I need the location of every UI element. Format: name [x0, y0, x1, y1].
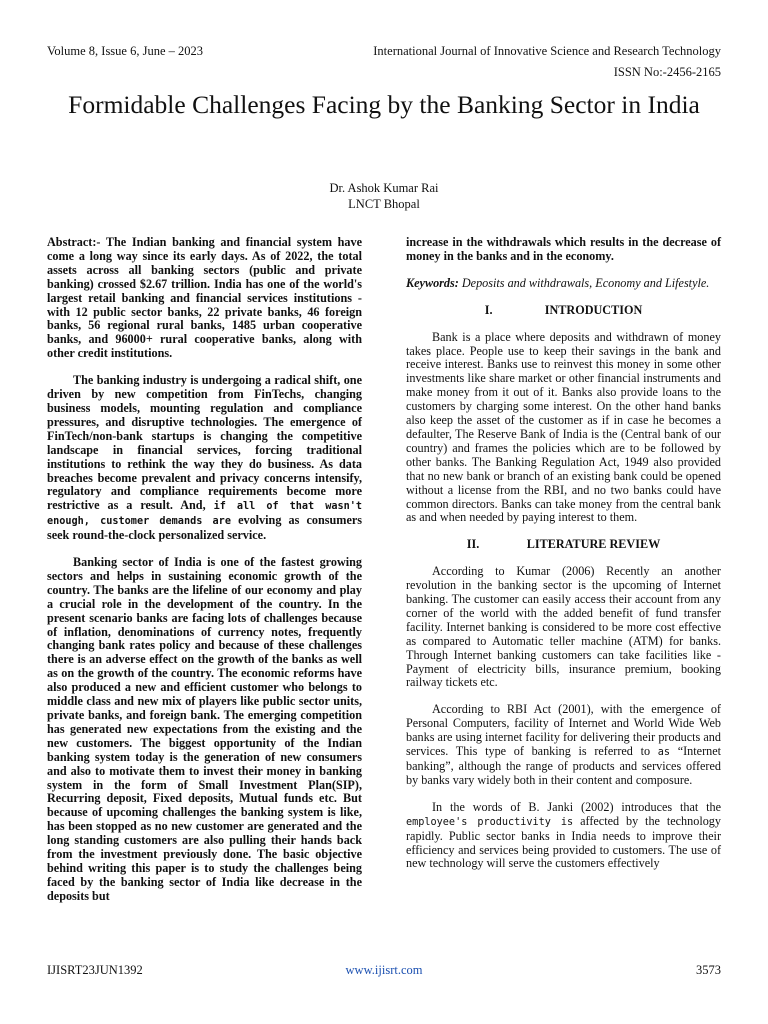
- author-block: [0, 180, 768, 212]
- lit-p2-text-b: “Internet banking”, although the range of products and services offered by banks vary widely both in their content and composure.: [406, 744, 722, 787]
- lit-p3-text-b: affected by the technology rapidly. Public sector banks in India needs to improve their efficiency and services being provided to customers. The use of new technology will serve the customers effectively: [406, 813, 721, 871]
- keywords-label: Keywords:: [406, 275, 459, 290]
- abstract-continuation: increase in the withdrawals which results in the decrease of money in the banks and in the economy.: [406, 235, 721, 263]
- author-name: Dr. Ashok Kumar Rai: [329, 181, 439, 195]
- literature-paragraph-1: According to Kumar (2006) Recently an another revolution in the banking sector is the upcoming of Internet banking. The customer can easily access their account from any corner of the world with the added benefit of fund transfer facility. Internet banking is considered to be more cost effective as compared to Automatic teller machine (ATM) for banks. Through Internet banking customers can take facilities like - Payment of electricity bills, insurance premium, booking railway tickets etc.: [406, 564, 721, 690]
- paper-id: IJISRT23JUN1392: [47, 963, 143, 977]
- paper-title: Formidable Challenges Facing by the Banking Sector in India: [68, 90, 700, 119]
- right-column: [406, 236, 721, 884]
- abstract-p2-text-a: The banking industry is undergoing a radical shift, one driven by new competition from FinTechs, changing business models, mounting regulation and compliance pressures, and disruptive technologies. The emergence of FinTech/non-bank startups is changing the competitive landscape in financial services, forcing traditional institutions to rethink the way they do business. As data breaches become prevalent and privacy concerns intensify, regulatory and compliance requirements become more restrictive as a result. And,: [47, 373, 362, 513]
- abstract-paragraph-2: [47, 374, 362, 543]
- keywords-text: Deposits and withdrawals, Economy and Lifestyle.: [458, 275, 710, 290]
- section-title: LITERATURE REVIEW: [526, 537, 661, 552]
- literature-paragraph-2: [406, 703, 721, 787]
- author-affiliation: LNCT Bhopal: [348, 197, 420, 211]
- issn-number: ISSN No:-2456-2165: [613, 65, 721, 79]
- lit-p2-mono: as: [657, 747, 671, 759]
- section-heading-introduction: [406, 304, 721, 318]
- section-number: I.: [484, 302, 493, 317]
- abstract-paragraph: Abstract:- The Indian banking and financial system have come a long way since its early days. As of 2022, the total assets across all banking sectors (public and private banking) crossed $2.67 trillion. India has one of the world's largest retail banking and financial services institutions - with 12 public sector banks, 22 private banks, 46 foreign banks, 56 regional rural banks, 1485 urban cooperative banks, and 96000+ rural cooperative banks, along with other credit institutions.: [47, 235, 362, 361]
- section-number: II.: [466, 537, 480, 552]
- section-heading-literature-review: [406, 538, 721, 552]
- literature-paragraph-3: [406, 801, 721, 872]
- journal-name: International Journal of Innovative Science and Research Technology: [373, 44, 721, 58]
- introduction-paragraph: Bank is a place where deposits and withdrawn of money takes place. People use to keep their savings in the bank and receive interest. Banks use to reinvest this money in some other investments like share market or other financial instruments and make money from it out of it. Banks also provide loans to the customers by charging some interest. On the other hand banks also keep the asset of the customer as if in case he becomes a defaulter, The Reserve Bank of India is the (Central bank of our country) and frames the policies which are to be followed by other banks. The Banking Regulation Act, 1949 also provided that no new bank or branch of an existing bank could be opened without a license from the RBI, and no two banks could have common directors. Banks can take money from the central bank as and when needed by paying interest to them.: [406, 329, 721, 525]
- website-link[interactable]: www.ijisrt.com: [345, 963, 423, 977]
- lit-p2-text-a: According to RBI Act (2001), with the emergence of Personal Computers, facility of Internet and World Wide Web banks are using internet facility for delivering their products and services. This type of banking is referred to: [406, 702, 721, 759]
- section-title: INTRODUCTION: [544, 302, 643, 317]
- abstract-p2-text-b: evolving as consumers seek round-the-clock personalized service.: [47, 513, 362, 543]
- keywords: [406, 277, 721, 291]
- page-number: 3573: [696, 963, 721, 977]
- abstract-p2-mono: if all of that wasn't enough, customer demands are: [47, 501, 362, 528]
- abstract-paragraph-3: Banking sector of India is one of the fastest growing sectors and helps in sustaining economic growth of the country. The banks are the lifeline of our economy and play a crucial role in the development of the country. In the present scenario banks are facing lots of challenges because of inflation, denominations of currency notes, frequently changing bank rates policy and because of these challenges there is an adverse effect on the growth of the banks as well as on the growth of the country. The economic reforms have also produced a new and efficient customer who belongs to middle class and new mix of players like public sector units, private banks, and foreign bank. The emerging competition has generated new expectations from the existing and the new customers. The biggest opportunity of the Indian banking system today is the generation of new consumers and also to motivate them to invest their money in banking system in the form of Small Investment Plan(SIP), Recurring deposit, Fixed deposits, Mutual funds etc. But because of upcoming challenges the banking system is like, has been stopped as no new customer are generated and the long standing customers are also pulling their hands back from the investment previously done. The basic objective behind writing this paper is to study the challenges being faced by the banking sector of India like decrease in the deposits but: [47, 555, 362, 903]
- volume-info: Volume 8, Issue 6, June – 2023: [47, 44, 204, 58]
- lit-p3-mono: employee's productivity is: [406, 816, 574, 828]
- left-column: [47, 236, 362, 917]
- lit-p3-text-a: In the words of B. Janki (2002) introduces that the: [432, 799, 721, 814]
